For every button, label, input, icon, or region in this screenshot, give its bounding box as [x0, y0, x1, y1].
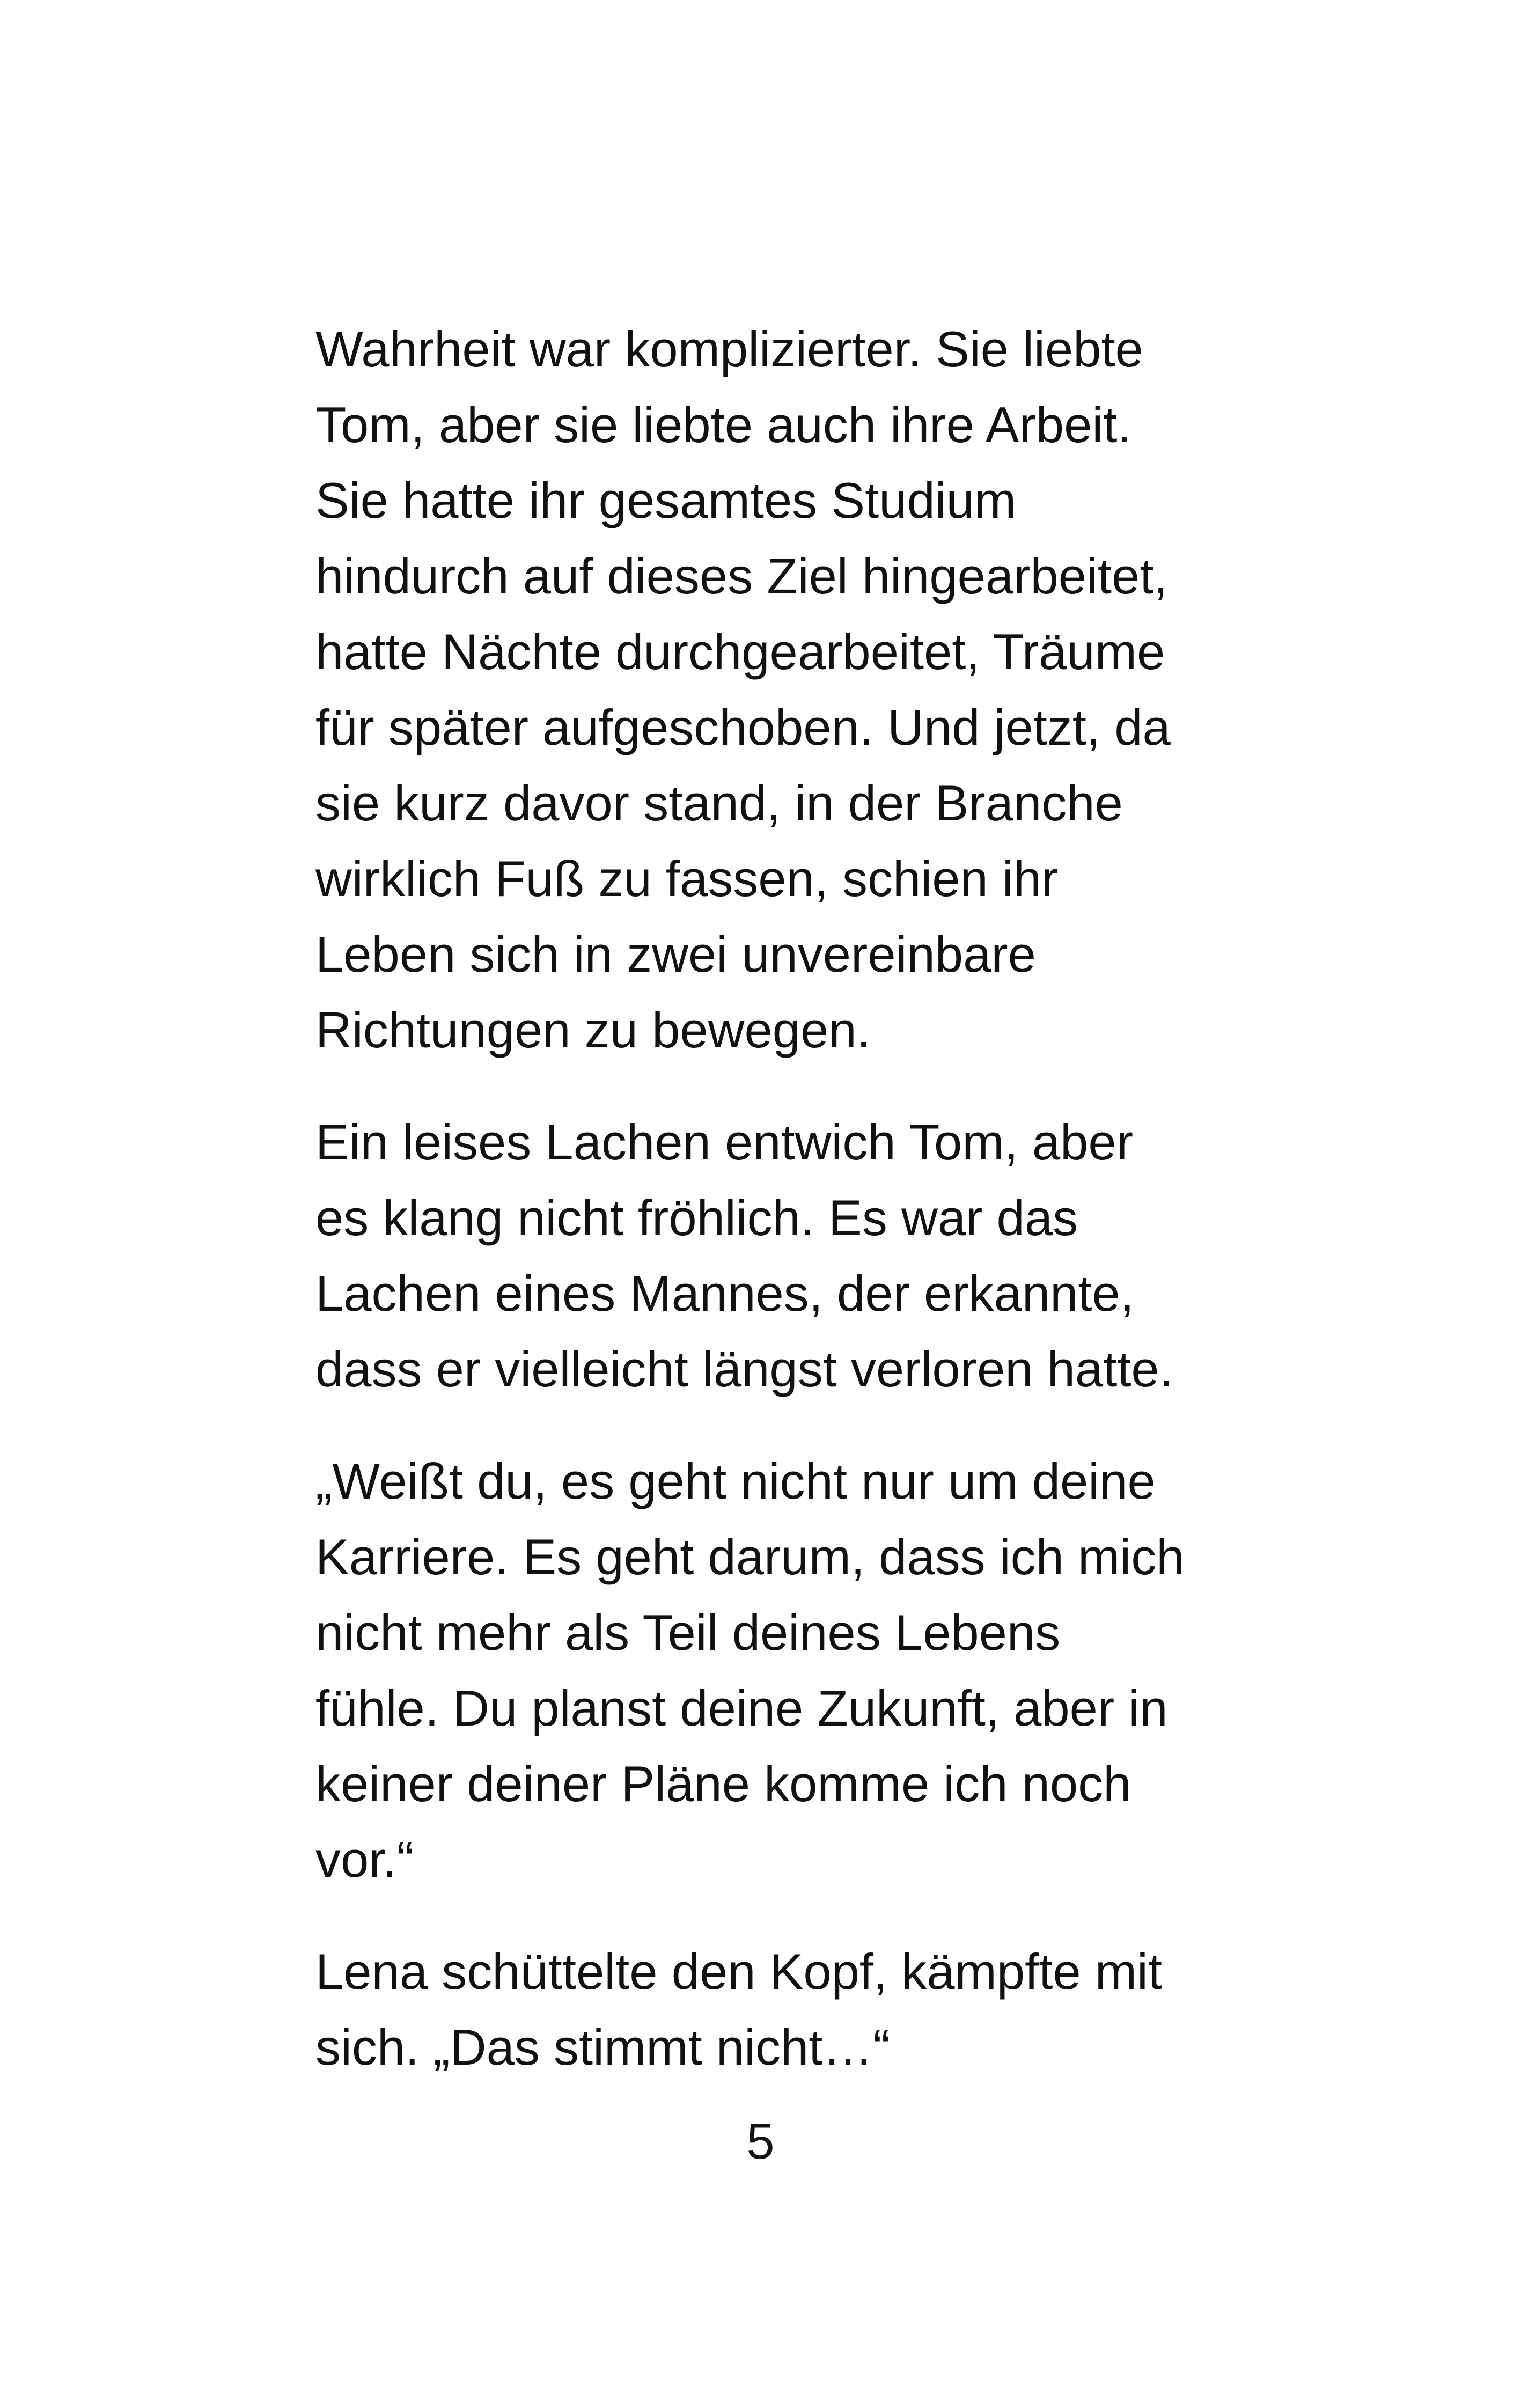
page-number: 5 [746, 2113, 775, 2169]
paragraph-4 [315, 1934, 1228, 2085]
text-line: es klang nicht fröhlich. Es war das [315, 1190, 1078, 1246]
text-line: Karriere. Es geht darum, dass ich mich [315, 1529, 1185, 1585]
paragraph-3 [315, 1443, 1228, 1897]
body-text [315, 311, 1228, 2121]
text-line: fühle. Du planst deine Zukunft, aber in [315, 1680, 1168, 1736]
text-line: hatte Nächte durchgearbeitet, Träume [315, 623, 1165, 680]
text-line: wirklich Fuß zu fassen, schien ihr [315, 850, 1059, 907]
text-line: Tom, aber sie liebte auch ihre Arbeit. [315, 397, 1131, 453]
text-line: Richtungen zu bewegen. [315, 1002, 871, 1058]
text-line: sie kurz davor stand, in der Branche [315, 775, 1123, 831]
text-line: Wahrheit war komplizierter. Sie liebte [315, 321, 1143, 377]
text-line: nicht mehr als Teil deines Lebens [315, 1604, 1061, 1661]
paragraph-1 [315, 311, 1228, 1068]
text-line: vor.“ [315, 1831, 414, 1888]
text-line: Lena schüttelte den Kopf, kämpfte mit [315, 1943, 1163, 2000]
text-line: Sie hatte ihr gesamtes Studium [315, 472, 1017, 528]
text-line: keiner deiner Pläne komme ich noch [315, 1756, 1131, 1812]
paragraph-2 [315, 1104, 1228, 1407]
text-line: sich. „Das stimmt nicht…“ [315, 2019, 890, 2075]
text-line: hindurch auf dieses Ziel hingearbeitet, [315, 548, 1168, 604]
text-line: „Weißt du, es geht nicht nur um deine [315, 1453, 1156, 1509]
text-line: Ein leises Lachen entwich Tom, aber [315, 1114, 1134, 1170]
text-line: dass er vielleicht längst verloren hatte. [315, 1341, 1173, 1397]
text-line: für später aufgeschoben. Und jetzt, da [315, 699, 1171, 755]
text-line: Leben sich in zwei unvereinbare [315, 926, 1036, 982]
text-line: Lachen eines Mannes, der erkannte, [315, 1265, 1134, 1322]
